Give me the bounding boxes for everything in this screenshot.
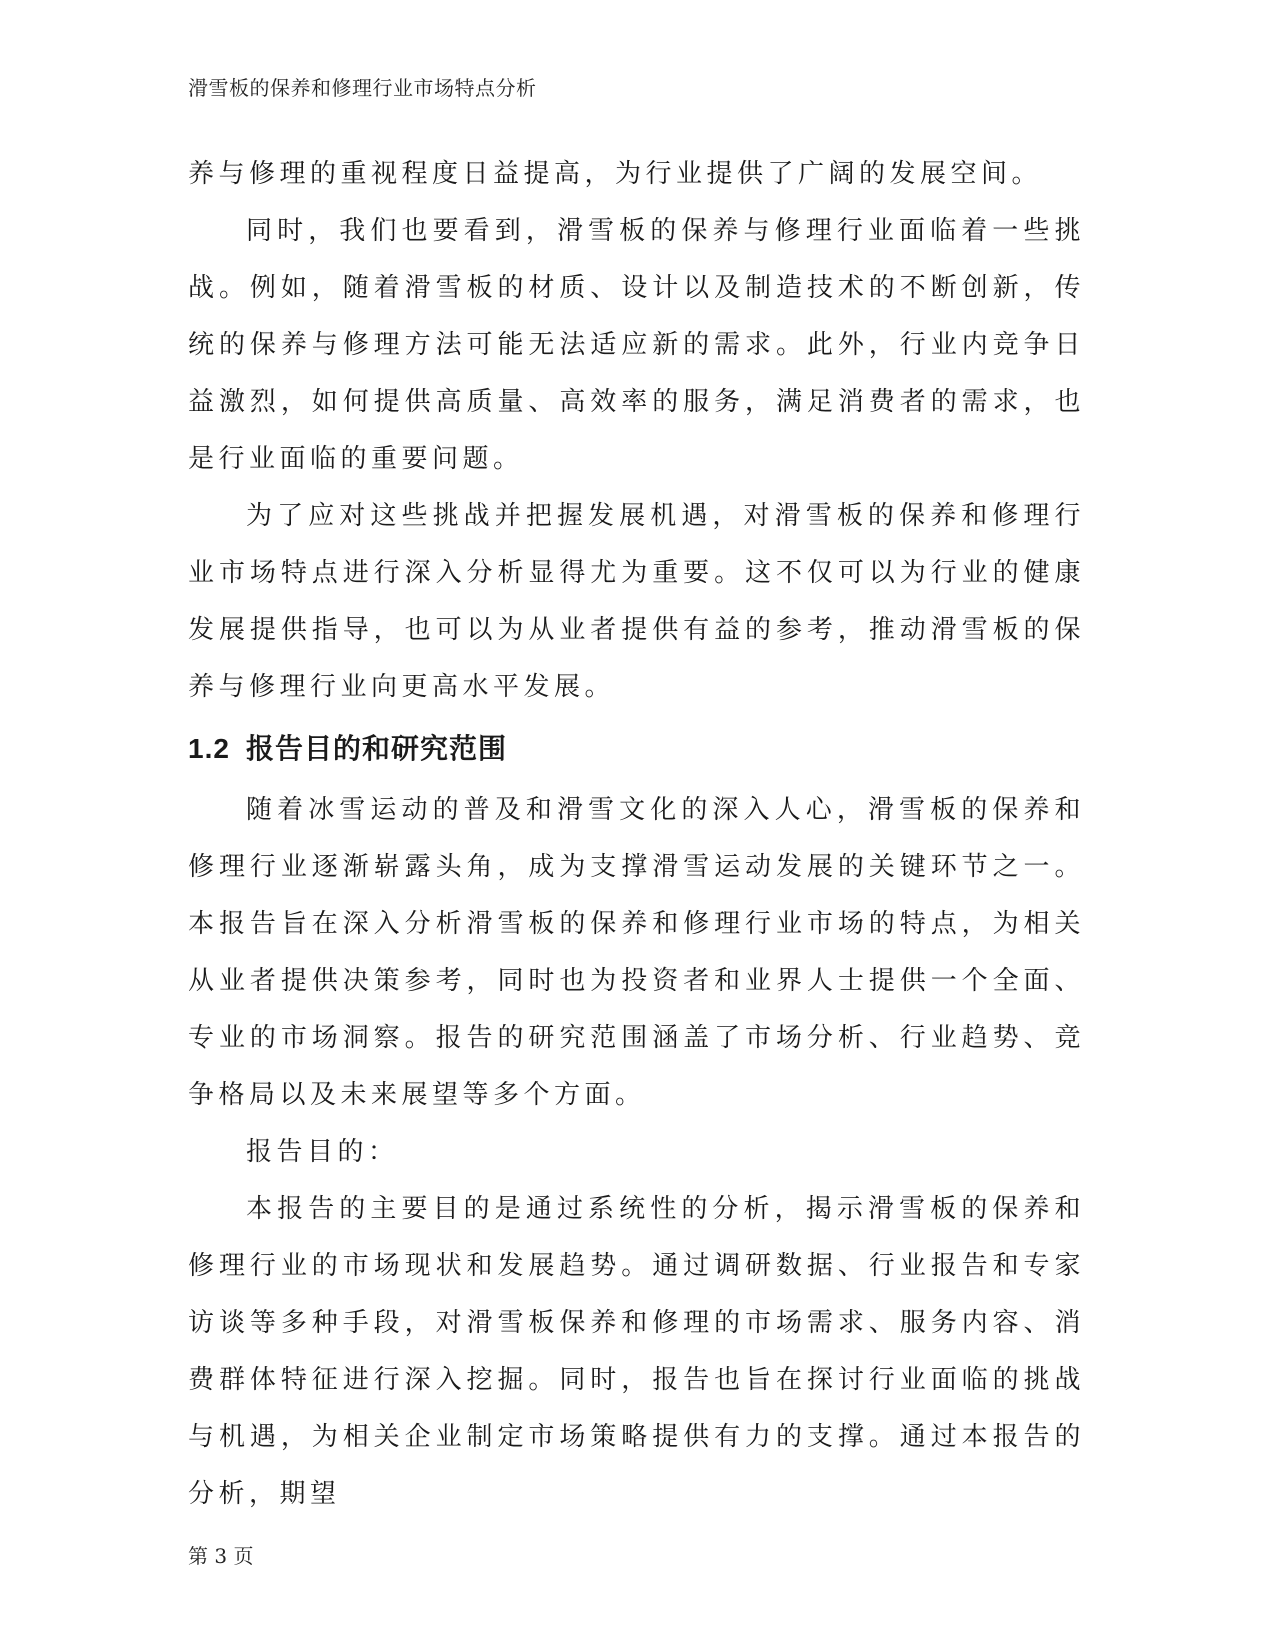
paragraph-continued: 养与修理的重视程度日益提高，为行业提供了广阔的发展空间。 <box>188 159 1043 189</box>
document-body <box>188 146 1085 1523</box>
paragraph-challenges: 同时，我们也要看到，滑雪板的保养与修理行业面临着一些挑战。例如，随着滑雪板的材质、设计以及制造技术的不断创新，传统的保养与修理方法可能无法适应新的需求。此外，行业内竞争日益激烈，如何提供高质量、高效率的服务，满足消费者的需求，也是行业面临的重要问题。 <box>188 216 1085 474</box>
running-header: 滑雪板的保养和修理行业市场特点分析 <box>188 76 537 100</box>
section-number: 1.2 <box>188 733 230 764</box>
page-number: 第 3 页 <box>188 1544 254 1568</box>
section-heading <box>188 720 1085 782</box>
paragraph-purpose-label: 报告目的： <box>246 1137 399 1167</box>
paragraph-purpose: 本报告的主要目的是通过系统性的分析，揭示滑雪板的保养和修理行业的市场现状和发展趋势。通过调研数据、行业报告和专家访谈等多种手段，对滑雪板保养和修理的市场需求、服务内容、消费群体特征进行深入挖掘。同时，报告也旨在探讨行业面临的挑战与机遇，为相关企业制定市场策略提供有力的支撑。通过本报告的分析，期望 <box>188 1194 1085 1509</box>
paragraph-intro: 随着冰雪运动的普及和滑雪文化的深入人心，滑雪板的保养和修理行业逐渐崭露头角，成为支撑滑雪运动发展的关键环节之一。本报告旨在深入分析滑雪板的保养和修理行业市场的特点，为相关从业者提供决策参考，同时也为投资者和业界人士提供一个全面、专业的市场洞察。报告的研究范围涵盖了市场分析、行业趋势、竞争格局以及未来展望等多个方面。 <box>188 795 1085 1110</box>
section-title: 报告目的和研究范围 <box>245 733 507 764</box>
paragraph-opportunities: 为了应对这些挑战并把握发展机遇，对滑雪板的保养和修理行业市场特点进行深入分析显得尤为重要。这不仅可以为行业的健康发展提供指导，也可以为从业者提供有益的参考，推动滑雪板的保养与修理行业向更高水平发展。 <box>188 501 1085 702</box>
